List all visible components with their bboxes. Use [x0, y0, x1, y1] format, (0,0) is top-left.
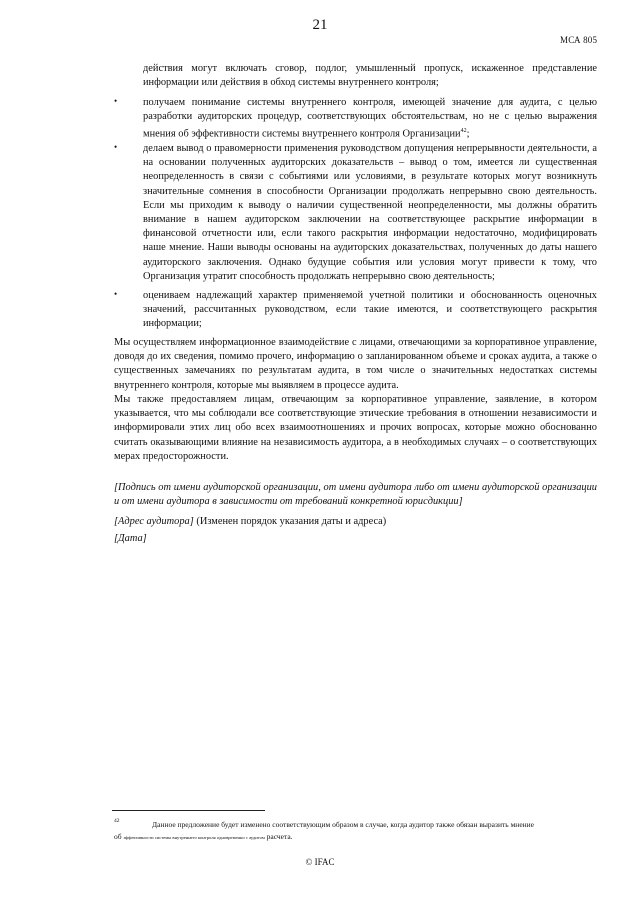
bullet-marker: • — [114, 142, 118, 152]
page-number: 21 — [312, 17, 328, 33]
footnote-text-line-2: об эффективности системы внутреннего контроля одновременно с аудитом расчета. — [114, 832, 293, 841]
footnote-number: 42 — [114, 818, 120, 824]
bullet-text: получаем понимание системы внутреннего контроля, имеющей значение для аудита, с целью разработки аудиторских процедур, соответствующих обстоятельствам, но не с целью выражения мнения об эффективности системы внутреннего контроля Организации$^{42}$; — [143, 97, 597, 140]
auditor-address-line — [114, 515, 597, 529]
bullet-text: делаем вывод о правомерности применения руководством допущения непрерывности деятельности, а на основании полученных аудиторских доказательств – вывод о том, имеется ли существенная неопределенность в связи с событиями или условиями, в результате которых могут возникнуть значительные сомнения в способности Организации продолжать непрерывно свою деятельность. Если мы приходим к выводу о наличии существенной неопределенности, мы должны обратить внимание в нашем аудиторском заключении на соответствующее раскрытие информации в финансовой отчетности или, если такого раскрытия информации недостаточно, модифицировать наше мнение. Наши выводы основаны на аудиторских доказательствах, полученных до даты нашего аудиторского заключения. Однако будущие события или условия могут привести к тому, что Организация утратит способность продолжать непрерывно свою деятельность; — [143, 143, 597, 282]
bullet-text: оцениваем надлежащий характер применяемой учетной политики и обоснованность оценочных значений, рассчитанных руководством, если такие имеются, и соответствующего раскрытия информации; — [143, 290, 597, 330]
auditor-address-placeholder: [Адрес аудитора] — [114, 516, 194, 527]
footnote-small-text: эффективности системы внутреннего контроля одновременно с аудитом — [123, 835, 265, 840]
date-placeholder: [Дата] — [114, 533, 147, 544]
signature-placeholder: [Подпись от имени аудиторской организации, от имени аудитора либо от имени аудиторской организации и от имени аудитора в зависимости от требований конкретной юрисдикции] — [114, 482, 597, 508]
continuation-paragraph: действия могут включать сговор, подлог, умышленный пропуск, искаженное представление информации или действия в обход системы внутреннего контроля; — [143, 63, 597, 89]
footnote-reference: 42 — [460, 128, 467, 135]
footnote-text-line-1: Данное предложение будет изменено соответствующим образом в случае, когда аудитор также обязан выразить мнение — [152, 820, 535, 829]
document-code: МСА 805 — [560, 35, 598, 45]
body-paragraph-1: Мы осуществляем информационное взаимодействие с лицами, отвечающими за корпоративное управление, доводя до их сведения, помимо прочего, информацию о запланированном объеме и сроках аудита, а также о существенных замечаниях по результатам аудита, в том числе о значительных недостатках системы внутреннего контроля, которые мы выявляем в процессе аудита. — [114, 337, 597, 391]
footnote-separator — [112, 810, 265, 811]
body-paragraph-2: Мы также предоставляем лицам, отвечающим за корпоративное управление, заявление, в котором указывается, что мы соблюдали все соответствующие этические требования в отношении независимости и информировали этих лиц обо всех взаимоотношениях и прочих вопросах, которые можно обоснованно считать оказывающими влияние на независимость аудитора, а в необходимых случаях – о соответствующих мерах предосторожности. — [114, 394, 597, 462]
bullet-marker: • — [114, 289, 118, 299]
page-footer: © IFAC — [305, 857, 335, 867]
bullet-marker: • — [114, 96, 118, 106]
address-note: (Изменен порядок указания даты и адреса) — [193, 516, 387, 527]
